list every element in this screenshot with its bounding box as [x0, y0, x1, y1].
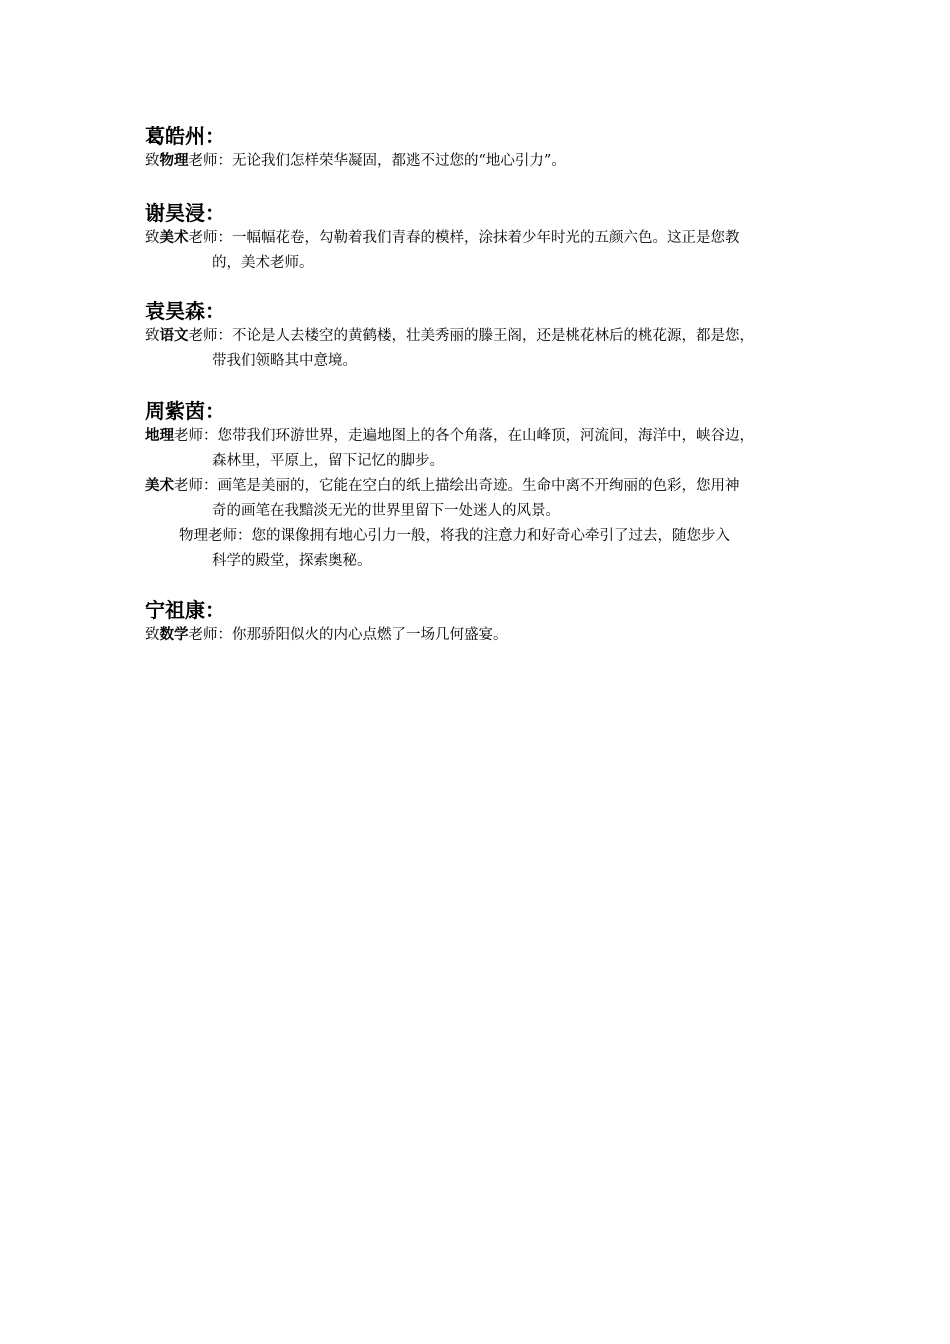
- message-paragraph: [145, 226, 825, 276]
- message-paragraph: [145, 524, 825, 574]
- subject-label: 物理: [159, 153, 189, 169]
- message-line: [145, 623, 825, 648]
- entry-zhou-ziyin: [145, 398, 825, 574]
- message-prefix: 致: [145, 230, 160, 246]
- message-text: 您带我们环游世界，走遍地图上的各个角落，在山峰顶，河流间，海洋中，峡谷边，: [217, 428, 754, 444]
- student-name: 谢昊浸：: [145, 201, 225, 225]
- message-paragraph: [145, 474, 825, 524]
- message-line-continued: 科学的殿堂，探索奥秘。: [212, 553, 372, 569]
- subject-label: 语文: [159, 328, 189, 344]
- message-paragraph: [145, 424, 825, 474]
- message-line: [145, 324, 825, 349]
- message-paragraph: [145, 623, 825, 648]
- subject-label: 美术: [159, 230, 189, 246]
- message-line-continued: 带我们领略其中意境。: [212, 353, 357, 369]
- teacher-label: 老师：: [174, 478, 218, 494]
- message-line: [145, 149, 825, 174]
- teacher-label: 老师：: [188, 153, 232, 169]
- message-prefix: 致: [145, 328, 160, 344]
- message-line: [145, 424, 825, 449]
- message-text: 不论是人去楼空的黄鹤楼，壮美秀丽的滕王阁，还是桃花林后的桃花源，都是您，: [232, 328, 754, 344]
- student-name: 葛皓州：: [145, 124, 225, 148]
- subject-label: 地理: [145, 428, 174, 444]
- teacher-label: 物理老师：: [179, 528, 252, 544]
- message-line-continued: 奇的画笔在我黯淡无光的世界里留下一处迷人的风景。: [212, 503, 560, 519]
- message-text: 您的课像拥有地心引力一般，将我的注意力和好奇心牵引了过去，随您步入: [251, 528, 730, 544]
- teacher-label: 老师：: [174, 428, 218, 444]
- student-name: 袁昊森：: [145, 299, 225, 323]
- subject-label: 美术: [145, 478, 174, 494]
- teacher-label: 老师：: [188, 328, 232, 344]
- entry-ning-zukang: [145, 597, 825, 648]
- message-line-continued: 森林里，平原上，留下记忆的脚步。: [212, 453, 444, 469]
- message-line-continued: 的，美术老师。: [212, 255, 314, 271]
- teacher-label: 老师：: [188, 627, 232, 643]
- message-text: 一幅幅花卷，勾勒着我们青春的模样，涂抹着少年时光的五颜六色。这正是您教: [232, 230, 740, 246]
- message-line: [145, 524, 825, 549]
- message-prefix: 致: [145, 153, 160, 169]
- entry-yuan-haosen: [145, 298, 825, 374]
- entry-ge-haozhou: [145, 123, 825, 174]
- student-name: 周紫茵：: [145, 399, 225, 423]
- message-paragraph: [145, 149, 825, 174]
- message-line: [145, 226, 825, 251]
- message-line: [145, 474, 825, 499]
- subject-label: 数学: [159, 627, 189, 643]
- message-text: 无论我们怎样荣华凝固，都逃不过您的“地心引力”。: [232, 153, 566, 169]
- message-prefix: 致: [145, 627, 160, 643]
- entry-xie-haojin: [145, 200, 825, 276]
- message-text: 你那骄阳似火的内心点燃了一场几何盛宴。: [232, 627, 508, 643]
- message-text: 画笔是美丽的，它能在空白的纸上描绘出奇迹。生命中离不开绚丽的色彩，您用神: [217, 478, 740, 494]
- teacher-label: 老师：: [188, 230, 232, 246]
- message-paragraph: [145, 324, 825, 374]
- student-name: 宁祖康：: [145, 598, 225, 622]
